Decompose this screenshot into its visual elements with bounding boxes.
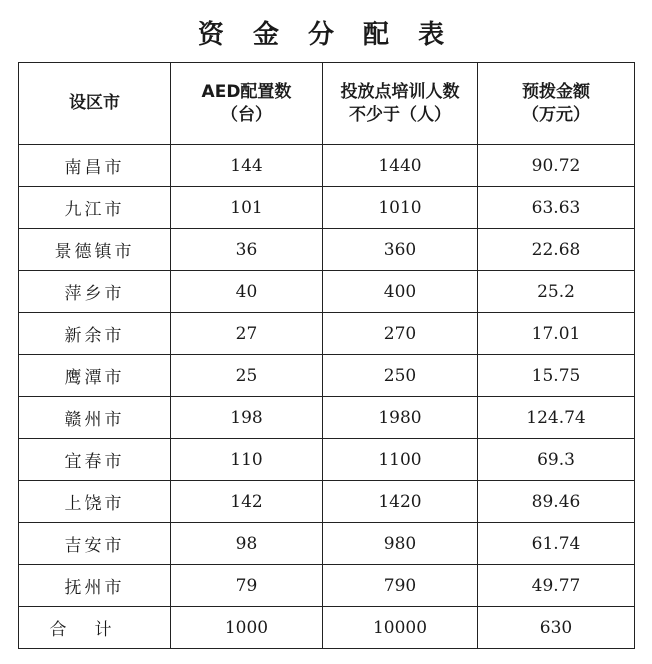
page-title: 资 金 分 配 表 (197, 20, 455, 50)
city-cell: 宜春市 (19, 439, 171, 481)
trainees-cell: 1420 (323, 481, 478, 523)
aed-count-cell: 40 (171, 271, 323, 313)
aed-count-cell: 98 (171, 523, 323, 565)
funds-cell: 124.74 (478, 397, 635, 439)
trainees-cell: 980 (323, 523, 478, 565)
city-cell: 赣州市 (19, 397, 171, 439)
funds-cell: 89.46 (478, 481, 635, 523)
trainees-cell: 360 (323, 229, 478, 271)
city-cell: 抚州市 (19, 565, 171, 607)
funds-cell: 15.75 (478, 355, 635, 397)
trainees-cell: 1100 (323, 439, 478, 481)
table-row (19, 439, 635, 481)
city-cell: 上饶市 (19, 481, 171, 523)
aed-count-cell: 79 (171, 565, 323, 607)
trainees-cell: 270 (323, 313, 478, 355)
header-city (19, 63, 171, 145)
trainees-cell: 400 (323, 271, 478, 313)
trainees-cell: 250 (323, 355, 478, 397)
funds-cell: 49.77 (478, 565, 635, 607)
table-row (19, 313, 635, 355)
aed-count-cell: 36 (171, 229, 323, 271)
trainees-cell: 1440 (323, 145, 478, 187)
aed-count-cell: 27 (171, 313, 323, 355)
table-row (19, 229, 635, 271)
funds-cell: 63.63 (478, 187, 635, 229)
city-cell: 新余市 (19, 313, 171, 355)
funds-cell: 17.01 (478, 313, 635, 355)
city-cell: 景德镇市 (19, 229, 171, 271)
aed-count-cell: 110 (171, 439, 323, 481)
funds-cell: 90.72 (478, 145, 635, 187)
trainees-cell: 1010 (323, 187, 478, 229)
table-row (19, 271, 635, 313)
total-trainees-cell: 10000 (323, 607, 478, 649)
total-label-cell: 合计 (19, 607, 171, 649)
funds-cell: 69.3 (478, 439, 635, 481)
table-row (19, 187, 635, 229)
header-funds-line2: （万元） (522, 104, 590, 125)
allocation-table (18, 62, 635, 649)
trainees-cell: 790 (323, 565, 478, 607)
funds-cell: 25.2 (478, 271, 635, 313)
funds-cell: 22.68 (478, 229, 635, 271)
table-row (19, 397, 635, 439)
table-row (19, 565, 635, 607)
city-cell: 南昌市 (19, 145, 171, 187)
header-funds (478, 63, 635, 145)
aed-count-cell: 198 (171, 397, 323, 439)
aed-count-cell: 142 (171, 481, 323, 523)
city-cell: 萍乡市 (19, 271, 171, 313)
header-aed-count-line2: （台） (221, 104, 272, 125)
table-row (19, 145, 635, 187)
total-funds-cell: 630 (478, 607, 635, 649)
header-trainees-line1: 投放点培训人数 (340, 81, 460, 102)
city-cell: 吉安市 (19, 523, 171, 565)
funds-cell: 61.74 (478, 523, 635, 565)
header-trainees (323, 63, 478, 145)
city-cell: 九江市 (19, 187, 171, 229)
table-header-row (19, 63, 635, 145)
header-aed-count-line1: AED配置数 (201, 81, 292, 102)
aed-count-cell: 144 (171, 145, 323, 187)
header-funds-line1: 预拨金额 (522, 81, 590, 102)
table-row (19, 523, 635, 565)
aed-count-cell: 25 (171, 355, 323, 397)
header-trainees-line2: 不少于（人） (349, 104, 451, 125)
table-row (19, 355, 635, 397)
trainees-cell: 1980 (323, 397, 478, 439)
table-body (19, 145, 635, 649)
header-city-label: 设区市 (69, 93, 120, 113)
city-cell: 鹰潭市 (19, 355, 171, 397)
total-aed-count-cell: 1000 (171, 607, 323, 649)
aed-count-cell: 101 (171, 187, 323, 229)
table-row (19, 481, 635, 523)
table-total-row (19, 607, 635, 649)
header-aed-count (171, 63, 323, 145)
